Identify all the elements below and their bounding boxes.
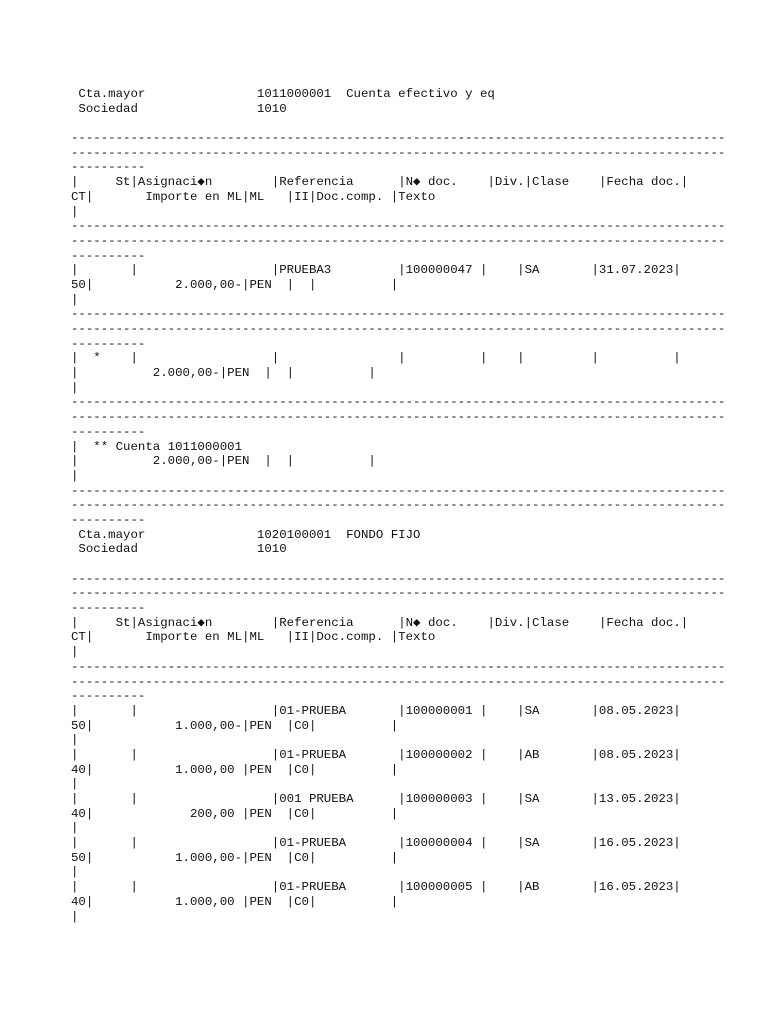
separator-line: ---------------------------------------------------------------------------------------- (71, 483, 726, 498)
company-code-line: Sociedad 1010 (71, 542, 287, 557)
account-header-line: Cta.mayor 1011000001 Cuenta efectivo y eq (71, 87, 495, 101)
separator-line: ---------- (71, 160, 146, 175)
separator-line: ---------- (71, 512, 146, 527)
account-total-row: | ** Cuenta 1011000001 (71, 439, 243, 454)
separator-line: ---------------------------------------------------------------------------------------- (71, 322, 726, 336)
column-header-line: CT| Importe en ML|ML |II|Doc.comp. |Texto (71, 189, 436, 204)
separator-line: ---------- (71, 248, 146, 263)
row-end-line: | (71, 733, 79, 748)
blank-line (71, 116, 751, 131)
subtotal-row: | * | | | | | | | (71, 351, 681, 366)
table-row: | | |PRUEBA3 |100000047 | |SA |31.07.2023| (71, 263, 681, 278)
table-row: 40| 200,00 |PEN |C0| | (71, 806, 399, 821)
report-page (71, 87, 751, 924)
separator-line: ---------------------------------------------------------------------------------------- (71, 395, 726, 410)
separator-line: ---------------------------------------------------------------------------------------- (71, 674, 726, 689)
separator-line: ---------------------------------------------------------------------------------------- (71, 145, 726, 160)
table-row: | | |01-PRUEBA |100000002 | |AB |08.05.2023| (71, 747, 681, 762)
account-header-line: Cta.mayor 1020100001 FONDO FIJO (71, 527, 421, 542)
row-end-line: | (71, 865, 79, 880)
table-row: | | |001 PRUEBA |100000003 | |SA |13.05.2023| (71, 792, 681, 806)
subtotal-row: | 2.000,00-|PEN | | | (71, 366, 376, 381)
table-row: 50| 2.000,00-|PEN | | | (71, 277, 399, 292)
separator-line: ---------------------------------------------------------------------------------------- (71, 307, 726, 322)
account-total-row: | 2.000,00-|PEN | | | (71, 454, 376, 469)
row-end-line: | (71, 777, 79, 792)
table-row: 50| 1.000,00-|PEN |C0| | (71, 718, 399, 733)
separator-line: ---------------------------------------------------------------------------------------- (71, 659, 726, 674)
company-code-line: Sociedad 1010 (71, 101, 287, 116)
row-end-line: | (71, 821, 79, 836)
separator-line: ---------------------------------------------------------------------------------------- (71, 131, 726, 146)
table-row: | | |01-PRUEBA |100000001 | |SA |08.05.2023| (71, 703, 681, 718)
separator-line: ---------------------------------------------------------------------------------------- (71, 410, 726, 425)
table-row: 40| 1.000,00 |PEN |C0| | (71, 894, 399, 909)
separator-line: ---------- (71, 689, 146, 704)
row-end-line: | (71, 645, 79, 660)
column-header-line: CT| Importe en ML|ML |II|Doc.comp. |Texto (71, 630, 436, 645)
row-end-line: | (71, 292, 79, 307)
blank-line (71, 557, 751, 572)
separator-line: ---------------------------------------------------------------------------------------- (71, 233, 726, 248)
table-row: 40| 1.000,00 |PEN |C0| | (71, 762, 399, 777)
column-header-line: | St|Asignaci◆n |Referencia |N◆ doc. |Div.|Clase |Fecha doc.| (71, 175, 689, 190)
table-row: | | |01-PRUEBA |100000004 | |SA |16.05.2023| (71, 836, 681, 851)
table-row: | | |01-PRUEBA |100000005 | |AB |16.05.2023| (71, 880, 681, 895)
separator-line: ---------------------------------------------------------------------------------------- (71, 586, 726, 601)
row-end-line: | (71, 204, 79, 219)
separator-line: ---------- (71, 336, 146, 351)
separator-line: ---------- (71, 601, 146, 616)
separator-line: ---------------------------------------------------------------------------------------- (71, 498, 726, 513)
separator-line: ---------- (71, 424, 146, 439)
row-end-line: | (71, 468, 79, 483)
table-row: 50| 1.000,00-|PEN |C0| | (71, 850, 399, 865)
separator-line: ---------------------------------------------------------------------------------------- (71, 219, 726, 234)
column-header-line: | St|Asignaci◆n |Referencia |N◆ doc. |Div.|Clase |Fecha doc.| (71, 615, 689, 630)
row-end-line: | (71, 909, 79, 924)
separator-line: ---------------------------------------------------------------------------------------- (71, 571, 726, 586)
row-end-line: | (71, 380, 79, 395)
